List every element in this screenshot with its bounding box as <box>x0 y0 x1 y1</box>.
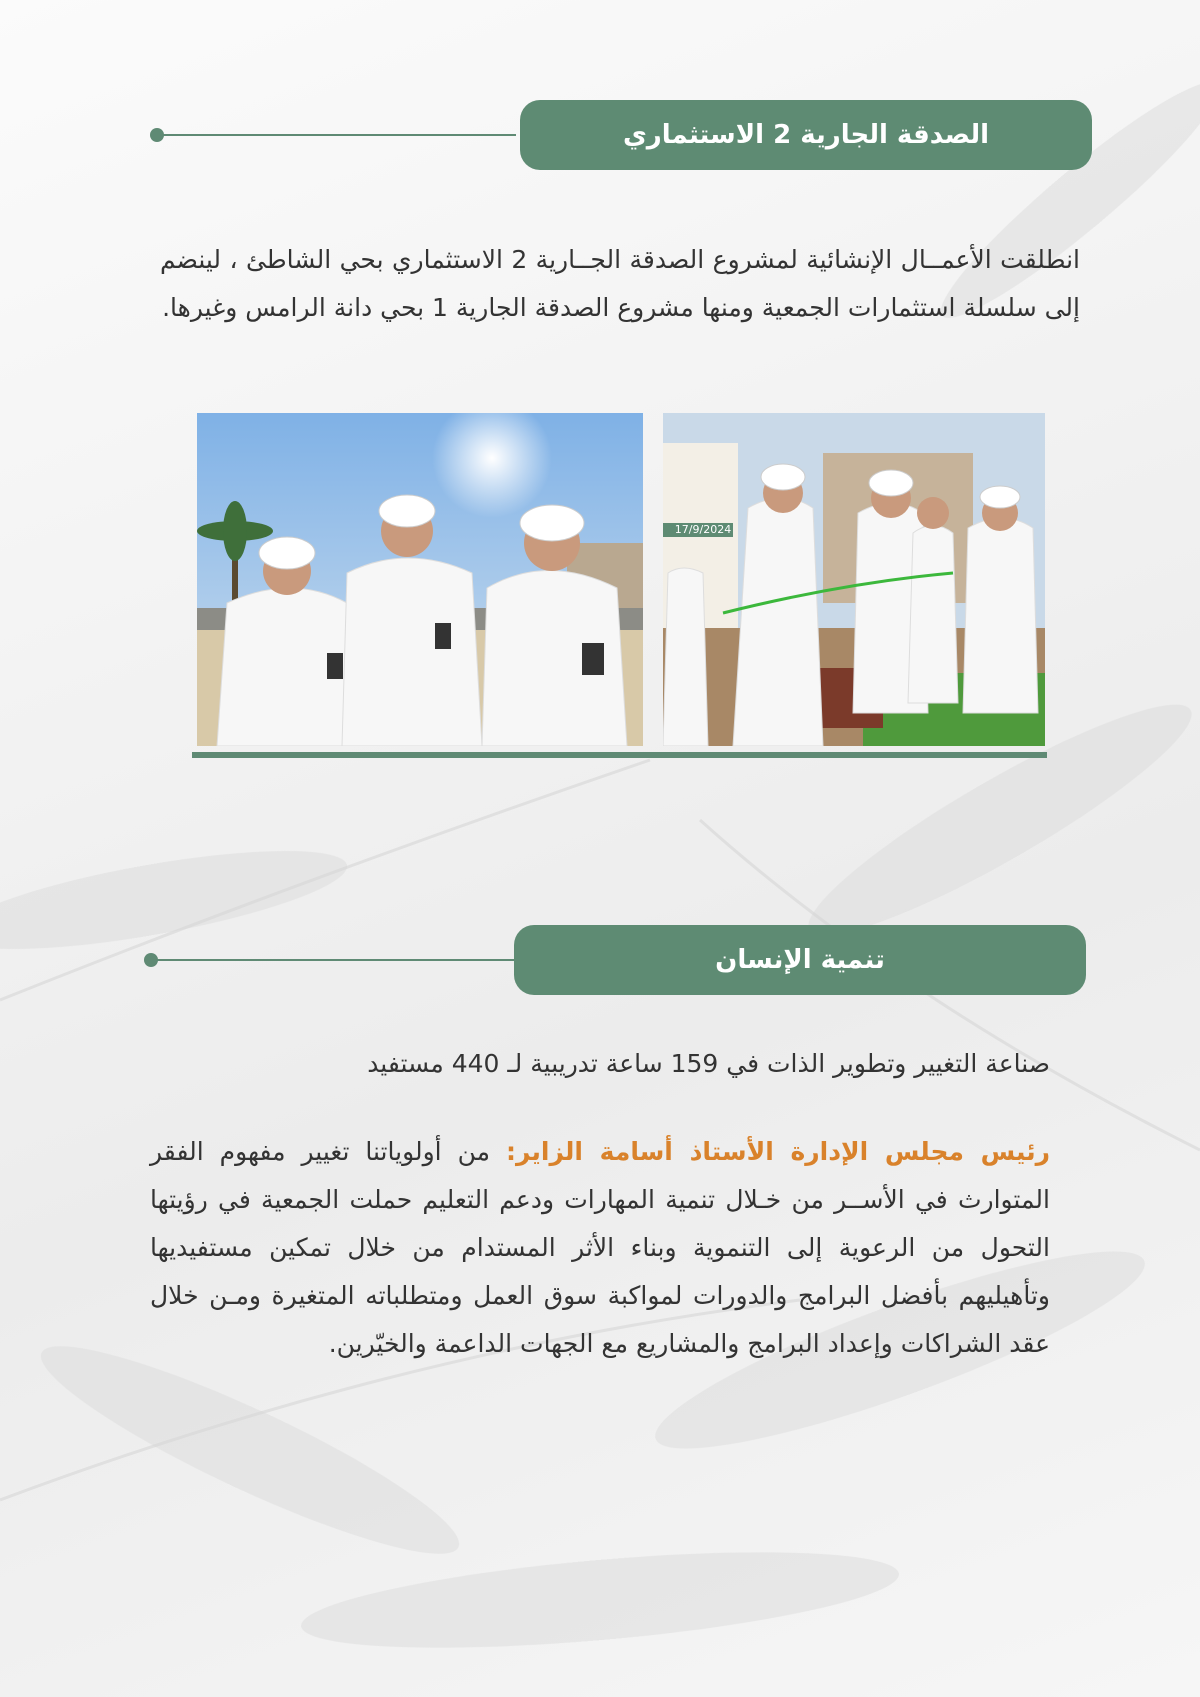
photos-underline <box>192 752 1047 758</box>
section1-header <box>156 100 1092 170</box>
section2-header-dot <box>144 953 158 967</box>
photo-ribbon-cutting-ceremony <box>663 413 1045 746</box>
quote-speaker: رئيس مجلس الإدارة الأستاذ أسامة الزاير: <box>505 1137 1050 1166</box>
section2-quote-paragraph <box>150 1128 1050 1368</box>
section1-header-dot <box>150 128 164 142</box>
section2-title-pill <box>514 925 1086 995</box>
photo-officials-hard-hats <box>197 413 643 746</box>
photo-banner-date: 17/9/2024 <box>674 523 732 536</box>
section1-header-line <box>156 134 516 136</box>
section1-paragraph: انطلقت الأعمــال الإنشائية لمشروع الصدقة الجــارية 2 الاستثماري بحي الشاطئ ، لينضم إلى سلسلة استثمارات الجمعية ومنها مشروع الصدقة الجارية 1 بحي دانة الرامس وغيرها. <box>160 245 1080 322</box>
section2-stat-line: صناعة التغيير وتطوير الذات في 159 ساعة تدريبية لـ 440 مستفيد <box>367 1049 1050 1078</box>
section2-title: تنمية الإنسان <box>715 945 885 975</box>
section1-title: الصدقة الجارية 2 الاستثماري <box>622 120 990 150</box>
quote-text: من أولوياتنا تغيير مفهوم الفقر المتوارث في الأســر من خـلال تنمية المهارات ودعم التعليم حملت الجمعية في رؤيتها التحول من الرعوية إلى التنموية وبناء الأثر المستدام من خلال تمكين مستفيديها وتأهيليهم بأفضل البرامج والدورات لمواكبة سوق العمل ومتطلباته المتغيرة ومـن خلال عقد الشراكات وإعداد البرامج والمشاريع مع الجهات الداعمة والخيّرين. <box>150 1137 1050 1358</box>
section2-header-line <box>150 959 520 961</box>
section2-header <box>150 925 1086 995</box>
section1-title-pill <box>520 100 1092 170</box>
